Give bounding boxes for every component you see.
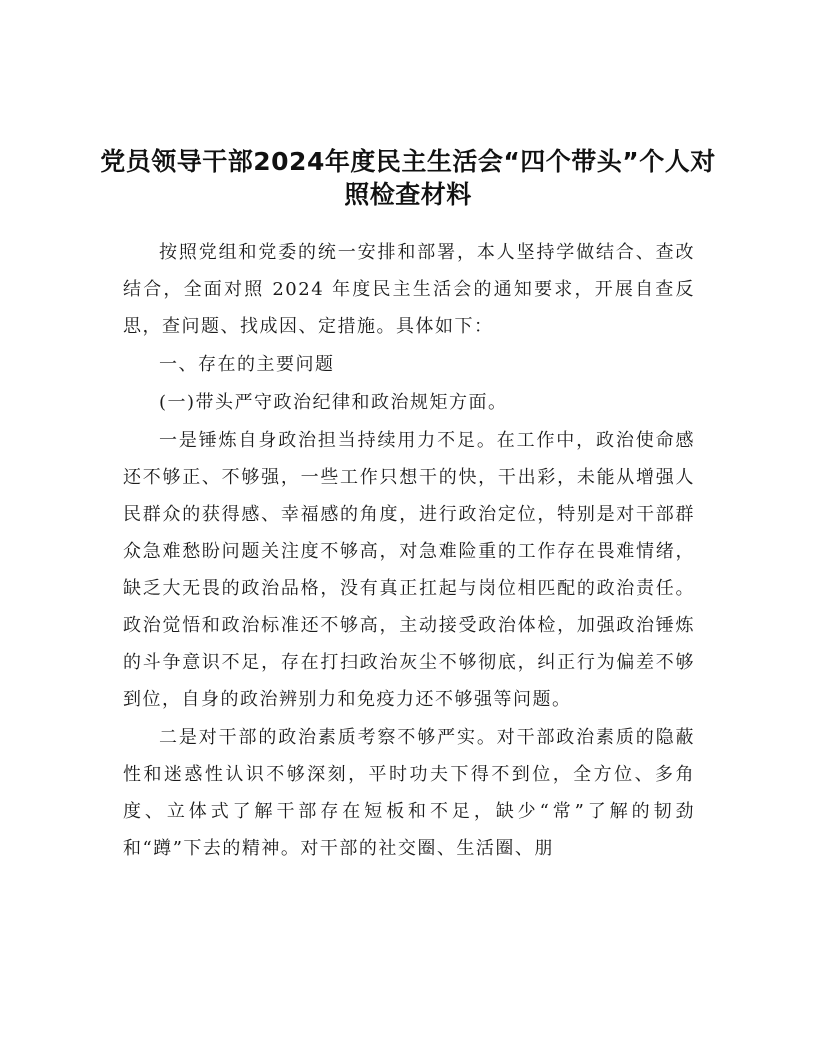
body-paragraph-point2: 二是对干部的政治素质考察不够严实。对干部政治素质的隐蔽性和迷惑性认识不够深刻，平时功夫下得不到位，全方位、多角度、立体式了解干部存在短板和不足，缺少“常”了解的韧劲和“蹲”下去的精神。对干部的社交圈、生活圈、朋 (123, 727, 695, 859)
document-title: 党员领导干部2024年度民主生活会“四个带头”个人对照检查材料 (100, 147, 716, 209)
intro-paragraph: 按照党组和党委的统一安排和部署，本人坚持学做结合、查改结合，全面对照 2024 年度民主生活会的通知要求，开展自查反思，查问题、找成因、定措施。具体如下： (123, 242, 695, 337)
body-paragraph-point1: 一是锤炼自身政治担当持续用力不足。在工作中，政治使命感还不够正、不够强，一些工作只想干的快，干出彩，未能从增强人民群众的获得感、幸福感的角度，进行政治定位，特别是对干部群众急难愁盼问题关注度不够高，对急难险重的工作存在畏难情绪，缺乏大无畏的政治品格，没有真正扛起与岗位相匹配的政治责任。政治觉悟和政治标准还不够高，主动接受政治体检，加强政治锤炼的斗争意识不足，存在打扫政治灰尘不够彻底，纠正行为偏差不够到位，自身的政治辨别力和免疫力还不够强等问题。 (123, 430, 695, 710)
subsection-heading: (一)带头严守政治纪律和政治规矩方面。 (159, 392, 508, 413)
section-heading: 一、存在的主要问题 (159, 354, 335, 375)
document-body (123, 234, 695, 867)
